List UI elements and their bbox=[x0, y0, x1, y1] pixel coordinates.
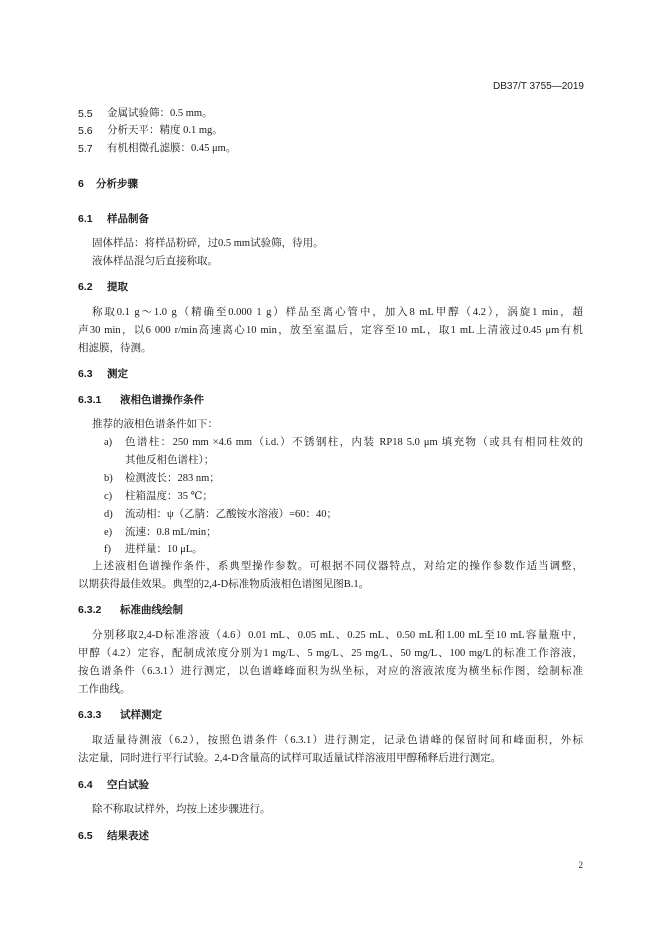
clause-5-7 bbox=[0, 140, 662, 158]
clause-5-6 bbox=[0, 122, 662, 140]
paragraph-text: 取适量待测液（6.2），按照色谱条件（6.3.1）进行测定，记录色谱峰的保留时间和峰面积，外标 bbox=[92, 735, 583, 746]
paragraph-line bbox=[0, 558, 662, 576]
heading-number: 6.3.2 bbox=[78, 604, 102, 616]
clause-number: 5.6 bbox=[78, 125, 93, 137]
paragraph-line bbox=[0, 732, 662, 750]
heading-title: 提取 bbox=[107, 281, 128, 293]
list-item bbox=[0, 524, 662, 542]
heading-title: 结果表述 bbox=[107, 830, 149, 842]
list-marker: d) bbox=[104, 509, 113, 520]
section-6-2-heading bbox=[0, 278, 662, 296]
paragraph-line bbox=[0, 416, 662, 434]
paragraph-line bbox=[0, 304, 662, 322]
heading-number: 6.3.3 bbox=[78, 709, 102, 721]
paragraph-line bbox=[0, 801, 662, 819]
page-number: 2 bbox=[578, 860, 583, 870]
paragraph-text: 以期获得最佳效果。典型的2,4-D标准物质液相色谱图见图B.1。 bbox=[78, 579, 370, 590]
paragraph-text: 称取0.1 g～1.0 g（精确至0.000 1 g）样品至离心管中，加入8 mL甲醇（4.2），涡旋1 min，超 bbox=[92, 307, 583, 318]
heading-number: 6.3 bbox=[78, 368, 93, 380]
paragraph-text: 固体样品：将样品粉碎，过0.5 mm试验筛，待用。 bbox=[92, 238, 324, 249]
paragraph-text: 分别移取2,4-D标准溶液（4.6）0.01 mL、0.05 mL、0.25 mL、0.50 mL和1.00 mL至10 mL容量瓶中， bbox=[92, 630, 583, 641]
paragraph-text: 推荐的液相色谱条件如下： bbox=[92, 419, 218, 430]
clause-number: 5.7 bbox=[78, 143, 93, 155]
list-text: 其他反相色谱柱）； bbox=[125, 455, 215, 466]
paragraph-text: 按色谱条件（6.3.1）进行测定，以色谱峰峰面积为纵坐标，对应的溶液浓度为横坐标作图，绘制标准 bbox=[78, 666, 583, 677]
list-marker: e) bbox=[104, 527, 113, 538]
paragraph-text: 声30 min，以6 000 r/min高速离心10 min，放至室温后，定容至10 mL，取1 mL上清液过0.45 μm有机 bbox=[78, 325, 583, 336]
list-item bbox=[0, 541, 662, 559]
paragraph-line bbox=[0, 627, 662, 645]
paragraph-text: 法定量，同时进行平行试验。2,4-D含量高的试样可取适量试样溶液用甲醇稀释后进行测定。 bbox=[78, 753, 502, 764]
paragraph-line bbox=[0, 681, 662, 699]
heading-title: 样品制备 bbox=[107, 213, 149, 225]
list-text: 色谱柱：250 mm ×4.6 mm（i.d.）不锈钢柱，内装 RP18 5.0 μm 填充物（或具有相同柱效的 bbox=[125, 437, 583, 448]
heading-title: 标准曲线绘制 bbox=[120, 604, 183, 616]
section-6-5-heading bbox=[0, 827, 662, 845]
paragraph-text: 上述液相色谱操作条件，系典型操作参数。可根据不同仪器特点，对给定的操作参数作适当调整， bbox=[92, 561, 583, 572]
heading-number: 6.1 bbox=[78, 213, 93, 225]
list-text: 流速：0.8 mL/min； bbox=[125, 527, 217, 538]
clause-text: 金属试验筛：0.5 mm。 bbox=[107, 108, 213, 119]
list-text: 检测波长：283 nm； bbox=[125, 473, 220, 484]
paragraph-text: 工作曲线。 bbox=[78, 684, 131, 695]
paragraph-text: 除不称取试样外，均按上述步骤进行。 bbox=[92, 804, 271, 815]
list-marker: c) bbox=[104, 491, 113, 502]
clause-5-5 bbox=[0, 105, 662, 123]
paragraph-line bbox=[0, 576, 662, 594]
section-6-4-heading bbox=[0, 776, 662, 794]
heading-title: 分析步骤 bbox=[96, 178, 138, 190]
paragraph-line bbox=[0, 235, 662, 253]
paragraph-line bbox=[0, 340, 662, 358]
paragraph-text: 甲醇（4.2）定容，配制成浓度分别为1 mg/L、5 mg/L、25 mg/L、50 mg/L、100 mg/L的标准工作溶液， bbox=[78, 648, 583, 659]
list-marker: a) bbox=[104, 437, 113, 448]
paragraph-text: 液体样品混匀后直接称取。 bbox=[92, 256, 218, 267]
section-6-3-3-heading bbox=[0, 706, 662, 724]
clause-number: 5.5 bbox=[78, 108, 93, 120]
paragraph-text: 相滤膜，待测。 bbox=[78, 343, 152, 354]
list-marker: f) bbox=[104, 544, 111, 555]
paragraph-line bbox=[0, 645, 662, 663]
chapter-6-heading bbox=[0, 175, 662, 193]
list-text: 柱箱温度：35 ℃； bbox=[125, 491, 213, 502]
heading-number: 6.3.1 bbox=[78, 394, 102, 406]
paragraph-line bbox=[0, 750, 662, 768]
paragraph-line bbox=[0, 253, 662, 271]
list-item bbox=[0, 434, 662, 452]
heading-title: 液相色谱操作条件 bbox=[120, 394, 204, 406]
paragraph-line bbox=[0, 322, 662, 340]
list-text: 流动相：ψ（乙腈：乙酸铵水溶液）=60：40； bbox=[125, 509, 337, 520]
heading-number: 6.2 bbox=[78, 281, 93, 293]
list-item bbox=[0, 488, 662, 506]
section-6-1-heading bbox=[0, 210, 662, 228]
list-item bbox=[0, 506, 662, 524]
section-6-3-1-heading bbox=[0, 391, 662, 409]
heading-title: 空白试验 bbox=[107, 779, 149, 791]
document-code: DB37/T 3755—2019 bbox=[493, 81, 584, 92]
section-6-3-heading bbox=[0, 365, 662, 383]
heading-number: 6 bbox=[78, 178, 84, 190]
list-item bbox=[0, 470, 662, 488]
paragraph-line bbox=[0, 663, 662, 681]
heading-number: 6.5 bbox=[78, 830, 93, 842]
list-text: 进样量：10 μL。 bbox=[125, 544, 203, 555]
heading-title: 测定 bbox=[107, 368, 128, 380]
list-marker: b) bbox=[104, 473, 113, 484]
heading-title: 试样测定 bbox=[120, 709, 162, 721]
list-item-continuation bbox=[0, 452, 662, 470]
section-6-3-2-heading bbox=[0, 601, 662, 619]
clause-text: 分析天平：精度 0.1 mg。 bbox=[107, 125, 223, 136]
heading-number: 6.4 bbox=[78, 779, 93, 791]
clause-text: 有机相微孔滤膜：0.45 μm。 bbox=[107, 143, 237, 154]
